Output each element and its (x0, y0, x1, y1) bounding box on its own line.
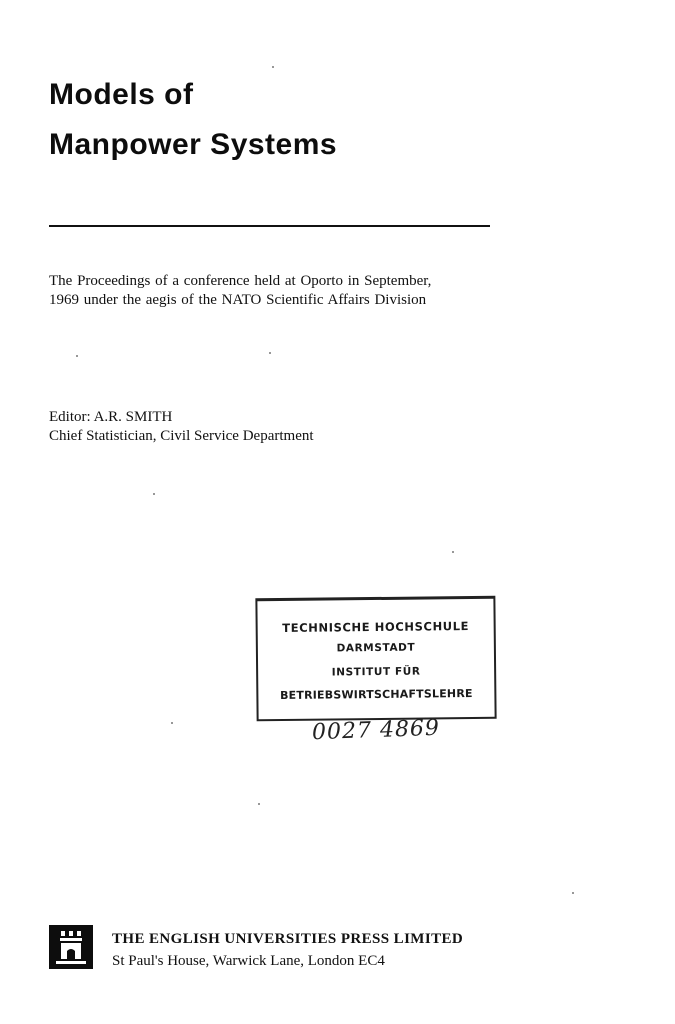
publisher-name: THE ENGLISH UNIVERSITIES PRESS LIMITED (112, 931, 464, 947)
editor-block (49, 408, 314, 446)
handwritten-accession-number: 0027 4869 (311, 715, 441, 746)
proceedings-line-1: The Proceedings of a conference held at Oporto in September, (49, 273, 432, 289)
editor-name: Editor: A.R. SMITH (49, 409, 173, 425)
book-title-line-2: Manpower Systems (49, 128, 338, 161)
publisher-address: St Paul's House, Warwick Lane, London EC4 (112, 953, 385, 969)
proceedings-line-2: 1969 under the aegis of the NATO Scientific Affairs Division (49, 292, 427, 308)
scan-speck (272, 66, 274, 68)
scan-speck (258, 803, 260, 805)
stamp-line-1: TECHNISCHE HOCHSCHULE (282, 619, 470, 635)
scan-speck (269, 352, 271, 354)
stamp-line-2: DARMSTADT (336, 641, 416, 655)
title-divider (49, 225, 490, 227)
library-stamp (255, 596, 496, 722)
scan-speck (572, 892, 574, 894)
proceedings-description (49, 272, 431, 310)
scan-speck (171, 722, 173, 724)
scan-speck (153, 493, 155, 495)
scan-speck (76, 355, 78, 357)
stamp-line-3: INSTITUT FÜR (331, 665, 421, 679)
publisher-logo-icon (49, 925, 93, 969)
scan-speck (452, 551, 454, 553)
book-title-line-1: Models of (49, 78, 194, 111)
stamp-line-4: BETRIEBSWIRTSCHAFTSLEHRE (279, 686, 473, 703)
editor-affiliation: Chief Statistician, Civil Service Department (49, 428, 314, 444)
